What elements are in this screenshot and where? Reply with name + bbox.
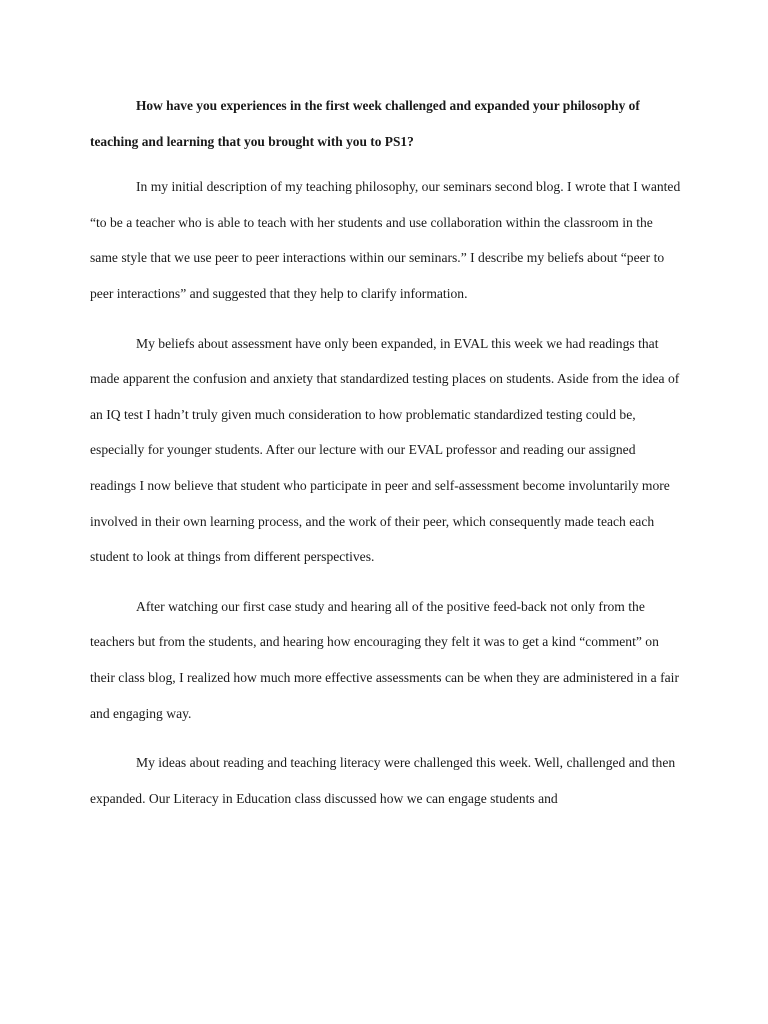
document-page — [90, 88, 682, 830]
paragraph-teaching-philosophy: In my initial description of my teaching philosophy, our seminars second blog. I wrote that I wanted “to be a teacher who is able to teach with her students and use collaboration within the classroom in the same style that we use peer to peer interactions within our seminars.” I describe my beliefs about “peer to peer interactions” and suggested that they help to clarify information. — [90, 179, 681, 301]
paragraph-case-study: After watching our first case study and hearing all of the positive feed-back not only from the teachers but from the students, and hearing how encouraging they felt it was to get a kind “comment” on their class blog, I realized how much more effective assessments can be when they are administered in a fair and engaging way. — [90, 598, 679, 721]
paragraph-assessment-beliefs: My beliefs about assessment have only been expanded, in EVAL this week we had readings that made apparent the confusion and anxiety that standardized testing places on students. Aside from the idea of an IQ test I hadn’t truly given much consideration to how problematic standardized testing could be, especially for younger students. After our lecture with our EVAL professor and reading our assigned readings I now believe that student who participate in peer and self-assessment become involuntarily more involved in their own learning process, and the work of their peer, which consequently made teach each student to look at things from different perspectives. — [90, 335, 680, 565]
essay-question: How have you experiences in the first week challenged and expanded your philosophy of teaching and learning that you brought with you to PS1? — [90, 98, 640, 149]
paragraph-literacy: My ideas about reading and teaching literacy were challenged this week. Well, challenged and then expanded. Our Literacy in Education class discussed how we can engage students and — [90, 755, 676, 806]
